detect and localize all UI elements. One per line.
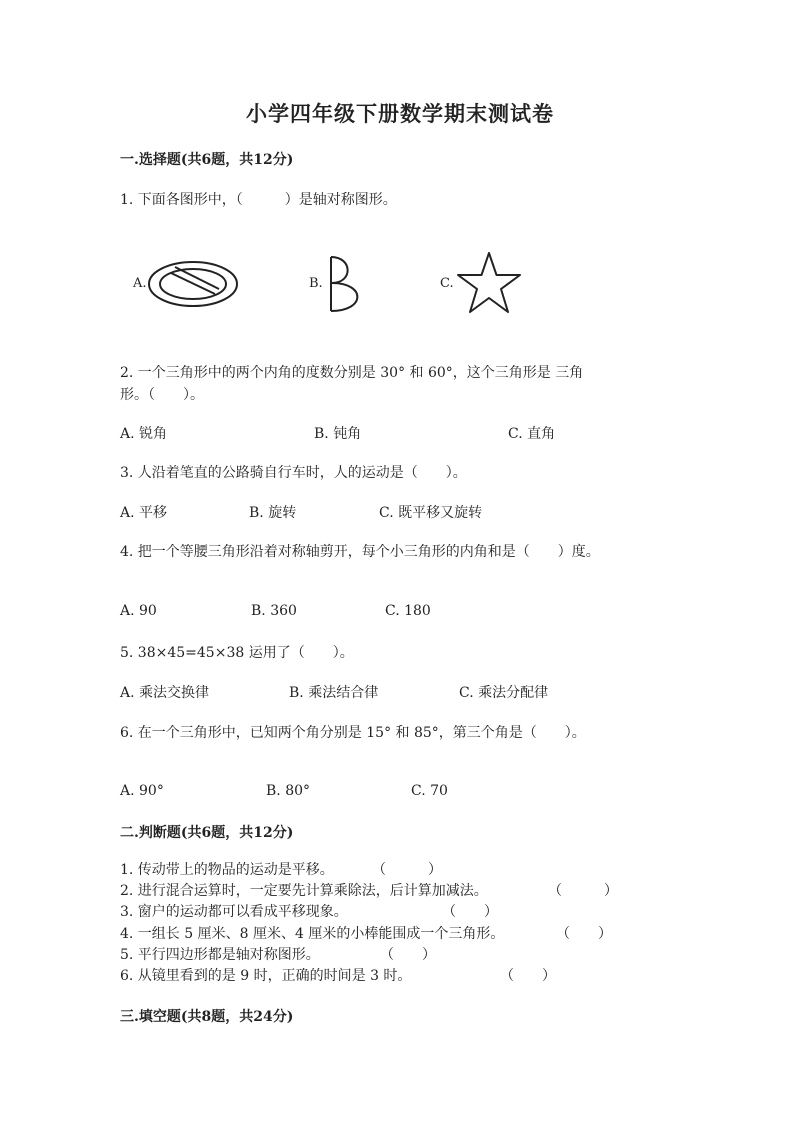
tf-item-4-text: 4. 一组长 5 厘米、8 厘米、4 厘米的小棒能围成一个三角形。 [120, 926, 505, 942]
tf-item-1-blank: （ ） [372, 862, 442, 878]
tf-item-3-text: 3. 窗户的运动都可以看成平移现象。 [120, 904, 348, 920]
question-1-option-b-label: B. [309, 276, 323, 291]
question-5-option-b: B. 乘法结合律 [289, 685, 379, 701]
question-4-option-c: C. 180 [385, 603, 431, 619]
question-6-stem: 6. 在一个三角形中，已知两个角分别是 15° 和 85°，第三个角是（ ）。 [120, 725, 586, 741]
no-entry-ellipse-icon [147, 259, 239, 309]
section-heading-fill-blank: 三.填空题(共8题，共24分) [120, 1009, 294, 1025]
five-point-star-icon [456, 251, 522, 315]
tf-item-3-blank: （ ） [442, 904, 498, 920]
question-3-option-c: C. 既平移又旋转 [379, 505, 483, 521]
question-6-option-a: A. 90° [120, 783, 164, 799]
tf-item-6-text: 6. 从镜里看到的是 9 时，正确的时间是 3 时。 [120, 968, 412, 984]
letter-b-shape-icon [328, 255, 368, 313]
question-6-option-c: C. 70 [411, 783, 448, 799]
tf-item-5-blank: （ ） [380, 947, 436, 963]
question-6-option-b: B. 80° [266, 783, 311, 799]
question-5-option-a: A. 乘法交换律 [120, 685, 210, 701]
section-heading-choice: 一.选择题(共6题，共12分) [120, 152, 294, 168]
page-title: 小学四年级下册数学期末测试卷 [246, 101, 554, 126]
question-4-option-b: B. 360 [251, 603, 297, 619]
question-2-option-c: C. 直角 [508, 426, 556, 442]
section-heading-true-false: 二.判断题(共6题，共12分) [120, 825, 294, 841]
question-1-option-c-label: C. [440, 276, 454, 291]
question-5-option-c: C. 乘法分配律 [459, 685, 549, 701]
question-1-stem: 1. 下面各图形中，（ ）是轴对称图形。 [120, 192, 397, 208]
tf-item-2-text: 2. 进行混合运算时，一定要先计算乘除法，后计算加减法。 [120, 883, 488, 899]
question-2-option-a: A. 锐角 [120, 426, 168, 442]
question-2-stem-line1: 2. 一个三角形中的两个内角的度数分别是 30° 和 60°，这个三角形是 三角 [120, 365, 584, 381]
tf-item-1-text: 1. 传动带上的物品的运动是平移。 [120, 862, 334, 878]
question-3-option-b: B. 旋转 [249, 505, 297, 521]
question-3-stem: 3. 人沿着笔直的公路骑自行车时，人的运动是（ ）。 [120, 465, 467, 481]
tf-item-4-blank: （ ） [556, 926, 612, 942]
question-5-stem: 5. 38×45=45×38 运用了（ ）。 [120, 645, 354, 661]
question-3-option-a: A. 平移 [120, 505, 168, 521]
question-2-option-b: B. 钝角 [314, 426, 362, 442]
tf-item-6-blank: （ ） [500, 968, 556, 984]
question-4-option-a: A. 90 [120, 603, 157, 619]
tf-item-5-text: 5. 平行四边形都是轴对称图形。 [120, 947, 320, 963]
question-1-option-a-label: A. [133, 276, 147, 291]
tf-item-2-blank: （ ） [548, 883, 618, 899]
question-2-stem-line2: 形。（ ）。 [120, 387, 204, 403]
question-4-stem: 4. 把一个等腰三角形沿着对称轴剪开，每个小三角形的内角和是（ ）度。 [120, 544, 600, 560]
